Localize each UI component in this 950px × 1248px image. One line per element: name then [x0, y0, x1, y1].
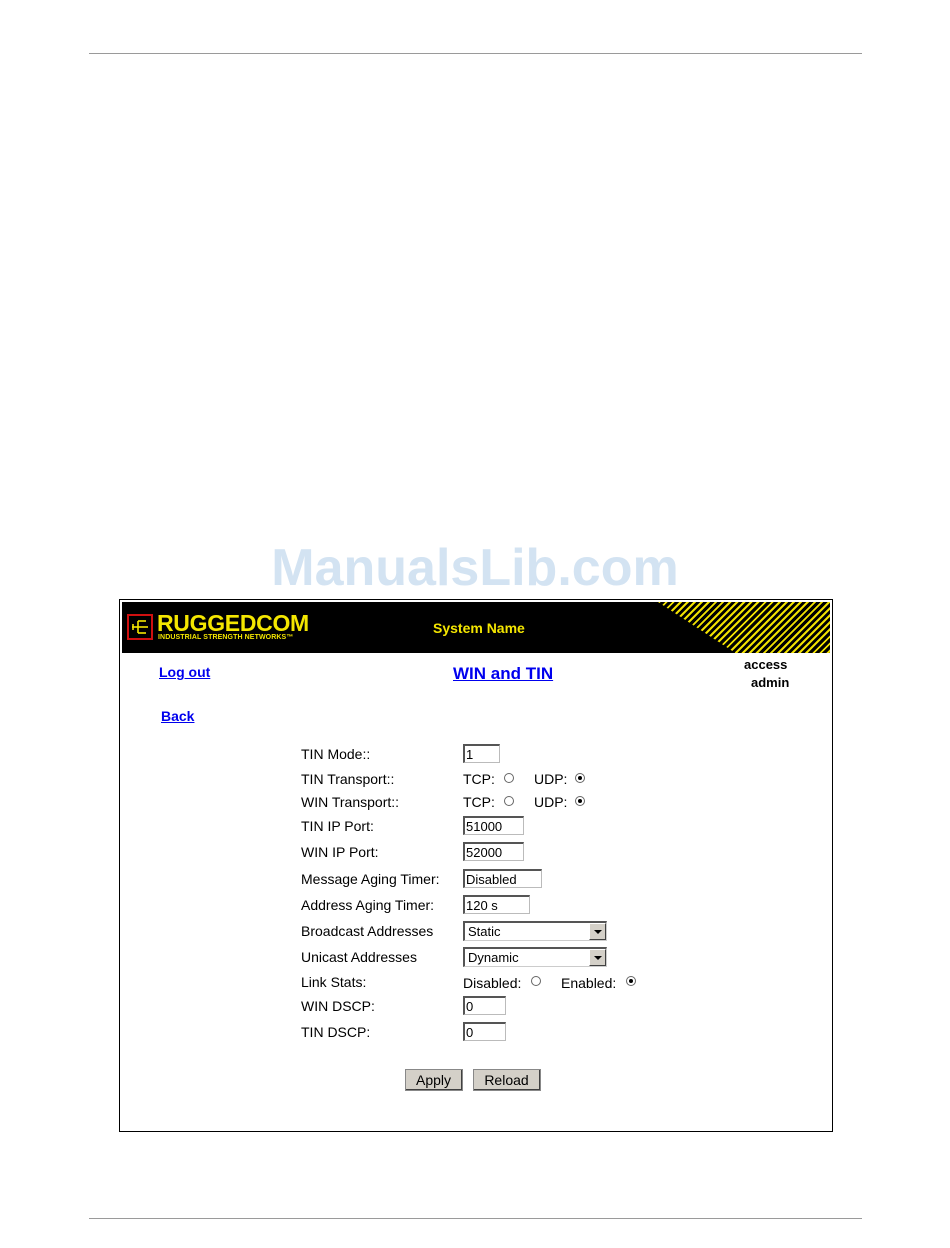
win-ip-port-input[interactable]	[463, 842, 524, 861]
logo-tagline: INDUSTRIAL STRENGTH NETWORKS™	[158, 634, 294, 641]
browser-frame	[119, 599, 833, 1132]
tin-transport-label: TIN Transport::	[301, 771, 395, 787]
unicast-addresses-label: Unicast Addresses	[301, 949, 417, 965]
win-ip-port-label: WIN IP Port:	[301, 844, 379, 860]
win-transport-udp-label: UDP:	[534, 794, 568, 810]
link-stats-disabled-radio[interactable]	[531, 976, 541, 986]
tin-mode-label: TIN Mode::	[301, 746, 371, 762]
unicast-addresses-value: Dynamic	[468, 950, 519, 965]
broadcast-addresses-label: Broadcast Addresses	[301, 923, 434, 939]
broadcast-addresses-value: Static	[468, 924, 501, 939]
chevron-down-icon[interactable]	[589, 923, 606, 940]
broadcast-addresses-select[interactable]	[463, 921, 607, 941]
address-aging-timer-label: Address Aging Timer:	[301, 897, 435, 913]
hazard-stripes	[658, 602, 830, 653]
page-top-rule	[89, 53, 862, 54]
message-aging-timer-input[interactable]	[463, 869, 542, 888]
link-stats-disabled-label: Disabled:	[463, 975, 522, 991]
system-name: System Name	[433, 620, 525, 636]
logo-wordmark: RUGGEDCOM	[157, 610, 309, 636]
win-dscp-input[interactable]	[463, 996, 506, 1015]
message-aging-timer-label: Message Aging Timer:	[301, 871, 440, 887]
win-transport-udp-radio[interactable]	[575, 796, 585, 806]
page-title[interactable]: WIN and TIN	[453, 664, 554, 683]
reload-button[interactable]: Reload	[473, 1069, 541, 1091]
apply-button[interactable]: Apply	[405, 1069, 463, 1091]
win-transport-tcp-label: TCP:	[463, 794, 495, 810]
page-bottom-rule	[89, 1218, 862, 1219]
win-transport-tcp-radio[interactable]	[504, 796, 514, 806]
tin-ip-port-input[interactable]	[463, 816, 524, 835]
win-dscp-label: WIN DSCP:	[301, 998, 375, 1014]
tin-transport-tcp-radio[interactable]	[504, 773, 514, 783]
back-link[interactable]: Back	[161, 708, 195, 724]
access-info	[744, 656, 789, 692]
header-banner	[122, 602, 830, 653]
link-stats-enabled-radio[interactable]	[626, 976, 636, 986]
address-aging-timer-input[interactable]	[463, 895, 530, 914]
logout-link[interactable]: Log out	[159, 664, 211, 680]
access-label: access	[744, 657, 788, 672]
link-stats-enabled-label: Enabled:	[561, 975, 617, 991]
unicast-addresses-select[interactable]	[463, 947, 607, 967]
tin-dscp-label: TIN DSCP:	[301, 1024, 371, 1040]
watermark: ManualsLib.com	[271, 539, 679, 597]
tin-dscp-input[interactable]	[463, 1022, 506, 1041]
tin-transport-udp-radio[interactable]	[575, 773, 585, 783]
tin-mode-input[interactable]	[463, 744, 500, 763]
access-level: admin	[751, 675, 790, 690]
logo-icon	[127, 614, 153, 640]
tin-transport-tcp-label: TCP:	[463, 771, 495, 787]
link-stats-label: Link Stats:	[301, 974, 367, 990]
tin-transport-udp-label: UDP:	[534, 771, 568, 787]
chevron-down-icon[interactable]	[589, 949, 606, 966]
tin-ip-port-label: TIN IP Port:	[301, 818, 374, 834]
win-transport-label: WIN Transport::	[301, 794, 400, 810]
